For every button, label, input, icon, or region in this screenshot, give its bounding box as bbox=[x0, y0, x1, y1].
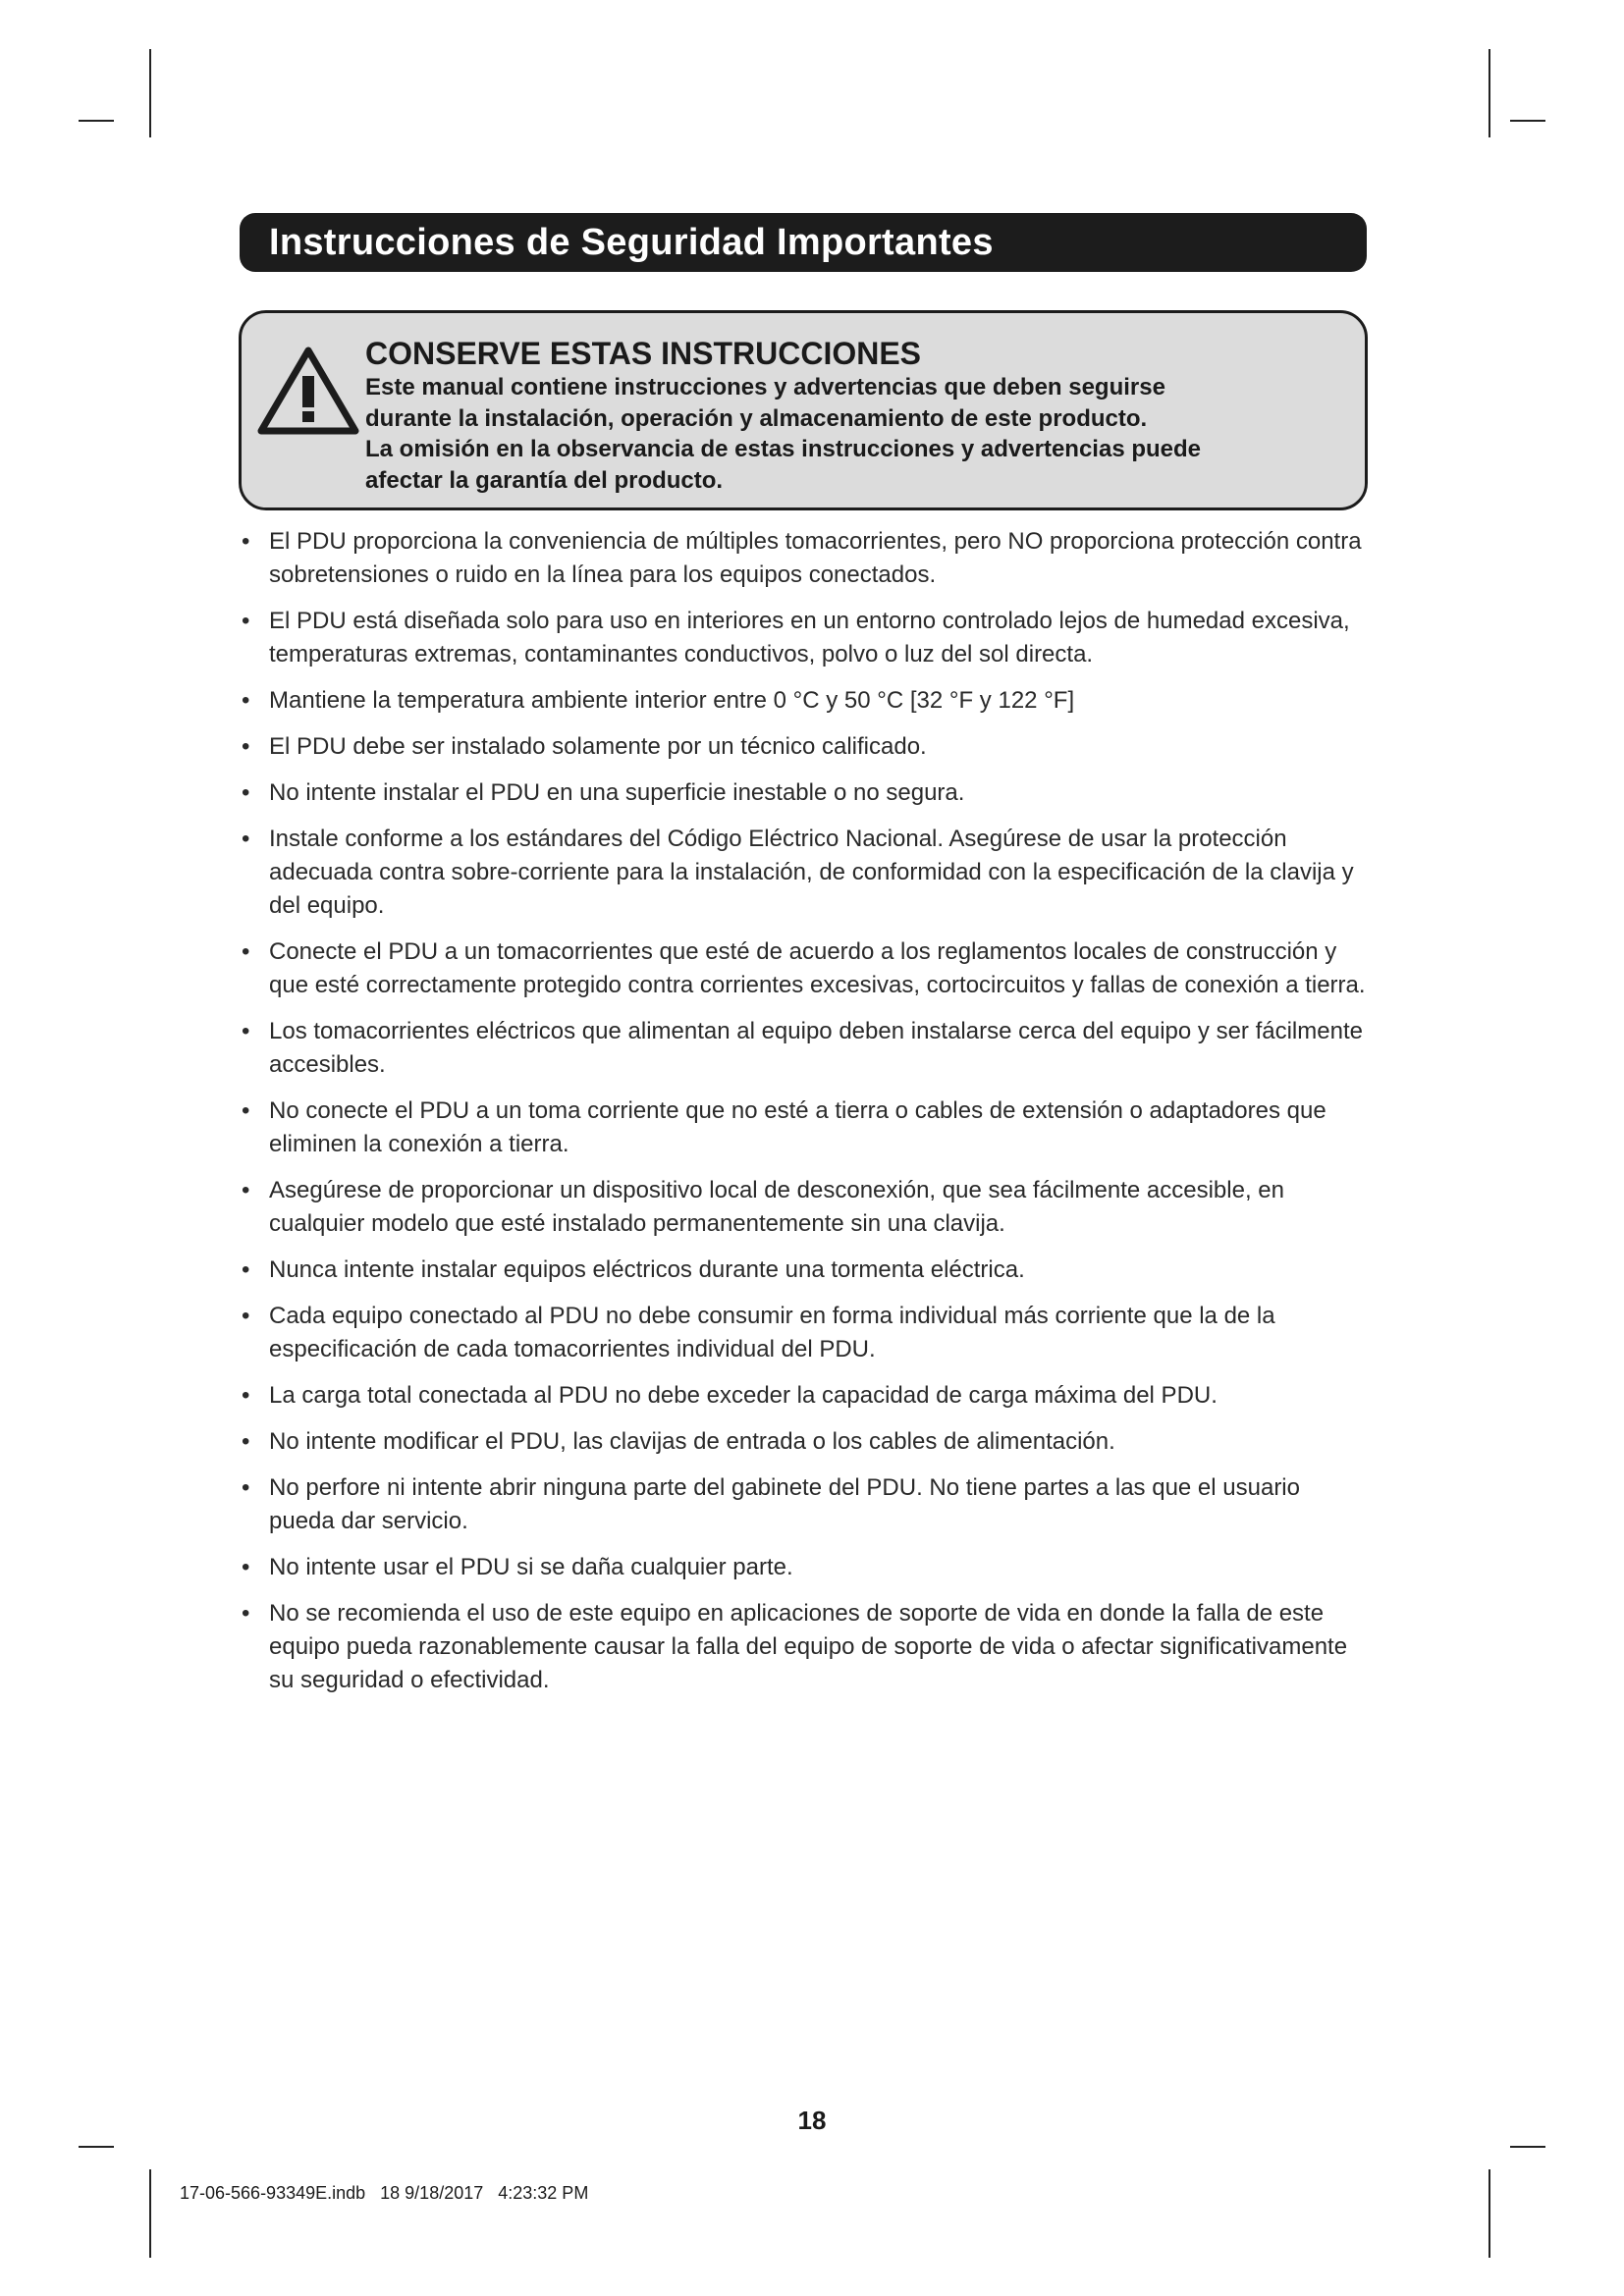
list-item-text: El PDU debe ser instalado solamente por un técnico calificado. bbox=[269, 733, 927, 760]
list-item-text: No perfore ni intente abrir ninguna parte del gabinete del PDU. No tiene partes a las que el usuario pueda dar servicio. bbox=[269, 1474, 1300, 1534]
list-item bbox=[240, 1015, 1369, 1082]
warning-text-line: durante la instalación, operación y almacenamiento de este producto. bbox=[365, 404, 1148, 432]
bullet-icon: • bbox=[242, 1177, 250, 1203]
crop-mark bbox=[1489, 49, 1490, 137]
crop-mark bbox=[149, 2169, 151, 2258]
crop-mark bbox=[1510, 2146, 1545, 2148]
list-item bbox=[240, 1551, 1369, 1584]
crop-mark bbox=[1510, 120, 1545, 122]
list-item-text: El PDU proporciona la conveniencia de múltiples tomacorrientes, pero NO proporciona protección contra sobretensiones o ruido en la línea para los equipos conectados. bbox=[269, 528, 1362, 588]
warning-text-line: Este manual contiene instrucciones y advertencias que deben seguirse bbox=[365, 374, 1165, 400]
list-item bbox=[240, 1425, 1369, 1459]
list-item-text: Cada equipo conectado al PDU no debe consumir en forma individual más corriente que la de la especificación de cada tomacorrientes individual del PDU. bbox=[269, 1303, 1275, 1362]
list-item-text: El PDU está diseñada solo para uso en interiores en un entorno controlado lejos de humedad excesiva, temperaturas extremas, contaminantes conductivos, polvo o luz del sol directa. bbox=[269, 608, 1350, 667]
bullet-icon: • bbox=[242, 1474, 250, 1501]
list-item bbox=[240, 525, 1369, 592]
list-item bbox=[240, 776, 1369, 810]
warning-text-line: La omisión en la observancia de estas instrucciones y advertencias puede bbox=[365, 436, 1202, 462]
section-title: Instrucciones de Seguridad Importantes bbox=[269, 221, 994, 263]
bullet-icon: • bbox=[242, 1018, 250, 1044]
bullet-icon: • bbox=[242, 1097, 250, 1124]
bullet-icon: • bbox=[242, 826, 250, 852]
bullet-icon: • bbox=[242, 1303, 250, 1329]
warning-text-line: afectar la garantía del producto. bbox=[365, 466, 724, 494]
crop-mark bbox=[79, 120, 114, 122]
bullet-icon: • bbox=[242, 1256, 250, 1283]
crop-mark bbox=[79, 2146, 114, 2148]
list-item bbox=[240, 1095, 1369, 1161]
section-title-bar bbox=[240, 213, 1367, 272]
bullet-icon: • bbox=[242, 1382, 250, 1409]
list-item-text: Mantiene la temperatura ambiente interior entre 0 °C y 50 °C [32 °F y 122 °F] bbox=[269, 687, 1075, 714]
list-item bbox=[240, 1254, 1369, 1287]
bullet-icon: • bbox=[242, 1600, 250, 1627]
crop-mark bbox=[1489, 2169, 1490, 2258]
crop-mark bbox=[149, 49, 151, 137]
bullet-icon: • bbox=[242, 938, 250, 965]
list-item bbox=[240, 935, 1369, 1002]
list-item-text: No intente instalar el PDU en una superficie inestable o no segura. bbox=[269, 779, 965, 806]
list-item bbox=[240, 1471, 1369, 1538]
list-item-text: No conecte el PDU a un toma corriente que no esté a tierra o cables de extensión o adaptadores que eliminen la conexión a tierra. bbox=[269, 1097, 1326, 1157]
list-item-text: No se recomienda el uso de este equipo en aplicaciones de soporte de vida en donde la falla de este equipo pueda razonablemente causar la falla del equipo de soporte de vida o afectar significativamente su seguridad o efectividad. bbox=[269, 1600, 1348, 1693]
list-item bbox=[240, 730, 1369, 764]
warning-heading: CONSERVE ESTAS INSTRUCCIONES bbox=[365, 336, 922, 371]
list-item-text: Nunca intente instalar equipos eléctricos durante una tormenta eléctrica. bbox=[269, 1256, 1025, 1283]
list-item bbox=[240, 823, 1369, 923]
print-file-info: 17-06-566-93349E.indb 18 9/18/2017 4:23:32 PM bbox=[180, 2183, 589, 2203]
list-item-text: Los tomacorrientes eléctricos que alimentan al equipo deben instalarse cerca del equipo y ser fácilmente accesibles. bbox=[269, 1018, 1363, 1078]
warning-triangle-icon bbox=[257, 345, 359, 437]
list-item-text: Instale conforme a los estándares del Código Eléctrico Nacional. Asegúrese de usar la protección adecuada contra sobre-corriente para la instalación, de conformidad con la especificación de la clavija y del equipo. bbox=[269, 826, 1354, 919]
list-item bbox=[240, 1379, 1369, 1413]
list-item-text: Asegúrese de proporcionar un dispositivo local de desconexión, que sea fácilmente accesible, en cualquier modelo que esté instalado permanentemente sin una clavija. bbox=[269, 1177, 1284, 1237]
list-item bbox=[240, 1597, 1369, 1697]
safety-instructions-list bbox=[240, 525, 1369, 1710]
list-item bbox=[240, 1300, 1369, 1366]
list-item bbox=[240, 605, 1369, 671]
list-item-text: No intente modificar el PDU, las clavijas de entrada o los cables de alimentación. bbox=[269, 1428, 1115, 1455]
bullet-icon: • bbox=[242, 608, 250, 634]
bullet-icon: • bbox=[242, 528, 250, 555]
bullet-icon: • bbox=[242, 1428, 250, 1455]
bullet-icon: • bbox=[242, 687, 250, 714]
list-item-text: La carga total conectada al PDU no debe exceder la capacidad de carga máxima del PDU. bbox=[269, 1382, 1218, 1409]
list-item-text: No intente usar el PDU si se daña cualquier parte. bbox=[269, 1554, 793, 1580]
warning-box bbox=[239, 310, 1368, 510]
bullet-icon: • bbox=[242, 733, 250, 760]
bullet-icon: • bbox=[242, 779, 250, 806]
page-number: 18 bbox=[797, 2106, 827, 2135]
warning-content bbox=[365, 335, 1345, 496]
list-item bbox=[240, 684, 1369, 718]
bullet-icon: • bbox=[242, 1554, 250, 1580]
list-item-text: Conecte el PDU a un tomacorrientes que esté de acuerdo a los reglamentos locales de construcción y que esté correctamente protegido contra corrientes excesivas, cortocircuitos y fallas de conexión a tierra. bbox=[269, 938, 1366, 998]
list-item bbox=[240, 1174, 1369, 1241]
